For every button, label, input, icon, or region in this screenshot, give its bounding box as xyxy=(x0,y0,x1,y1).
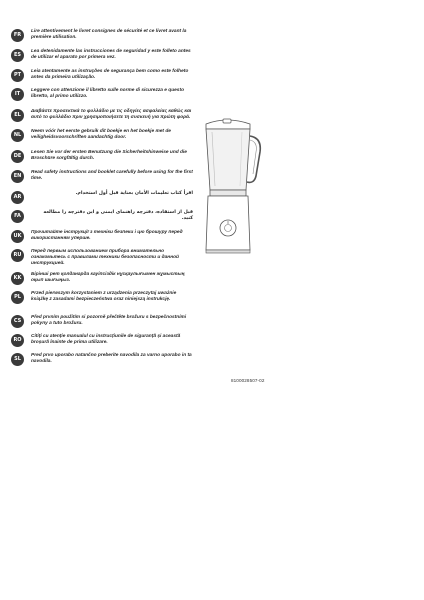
lang-badge: NL xyxy=(11,129,24,142)
lang-text: Бірінші рет қолданарда кауіпсіздік нұсқаулығымен жұмыстың оқып шығыңыз. xyxy=(31,272,185,284)
lang-badge: CS xyxy=(11,315,24,328)
lang-badge: EN xyxy=(11,170,24,183)
lang-badge: DE xyxy=(11,150,24,163)
lang-text: Leggere con attenzione il libretto sulle norme di sicurezza e questo libretto, al primo utilizzo. xyxy=(31,88,184,100)
lang-badge: FR xyxy=(11,29,24,42)
lang-badge: IT xyxy=(11,88,24,101)
lang-text: Przed pierwszym korzystaniem z urządzenia przeczytaj uważnie książkę z zasadami bezpieczeństwa oraz niniejszą instrukcję. xyxy=(31,291,177,303)
lang-text: Leia atentamente as instruções de segurança bem como este folheto antes da primeira utilização. xyxy=(31,69,189,81)
lang-text: Pred prvo uporabo natančno preberite navodila za varno uporabo in ta navodila. xyxy=(31,353,192,365)
lang-text: Lire attentivement le livret consignes de sécurité et ce livret avant la première utilisation. xyxy=(31,29,187,41)
lang-text: Перед первым использованием прибора внимательно ознакомьтесь с правилами техники безопасности и данной инструкцией. xyxy=(31,249,179,267)
part-number: 8100028507-02 xyxy=(231,378,265,383)
lang-badge: PL xyxy=(11,291,24,304)
lang-badge: RU xyxy=(11,249,24,262)
lang-text: Lesen Sie vor der ersten Benutzung die Sicherheitshinweise und die Broschüre sorgfältig durch. xyxy=(31,150,187,162)
lang-text: Citiți cu atenție manualul cu instrucțiunile de siguranță și această broșură înainte de prima utilizare. xyxy=(31,334,181,346)
lang-badge: SL xyxy=(11,353,24,366)
lang-text: Neem vóór het eerste gebruik dit boekje en het boekje met de veiligheidsvoorschriften aandachtig door. xyxy=(31,129,171,141)
lang-badge: RO xyxy=(11,334,24,347)
lang-text: Lea detenidamente las instrucciones de seguridad y este folleto antes de utilizar el aparato por primera vez. xyxy=(31,49,191,61)
lang-text: اقرأ كتاب تعليمات الأمان بعناية قبل أول استخدام. xyxy=(75,191,193,196)
lang-text: Read safety instructions and booklet carefully before using for the first time. xyxy=(31,170,193,182)
lang-badge: EL xyxy=(11,109,24,122)
lang-badge: PT xyxy=(11,69,24,82)
lang-text: قبل از استفاده، دفترچه راهنمای ایمنی و این دفترچه را مطالعه کنید. xyxy=(43,210,193,222)
lang-badge: ES xyxy=(11,49,24,62)
lang-badge: FA xyxy=(11,210,24,223)
lang-badge: KK xyxy=(11,272,24,285)
lang-badge: UK xyxy=(11,230,24,243)
lang-text: Διαβάστε προσεκτικά το φυλλάδιο με τις οδηγίες ασφαλείας καθώς και αυτό το φυλλάδιο πριν χρησιμοποιήσετε τη συσκευή για πρώτη φορά. xyxy=(31,109,192,121)
lang-text: Před prvním použitím si pozorně přečtěte brožuru s bezpečnostními pokyny a tuto brožuru. xyxy=(31,315,187,327)
blender-illustration xyxy=(192,118,262,258)
lang-text: Прочитайте інструкції з техніки безпеки і цю брошуру перед використанням уперше. xyxy=(31,230,183,242)
lang-badge: AR xyxy=(11,191,24,204)
